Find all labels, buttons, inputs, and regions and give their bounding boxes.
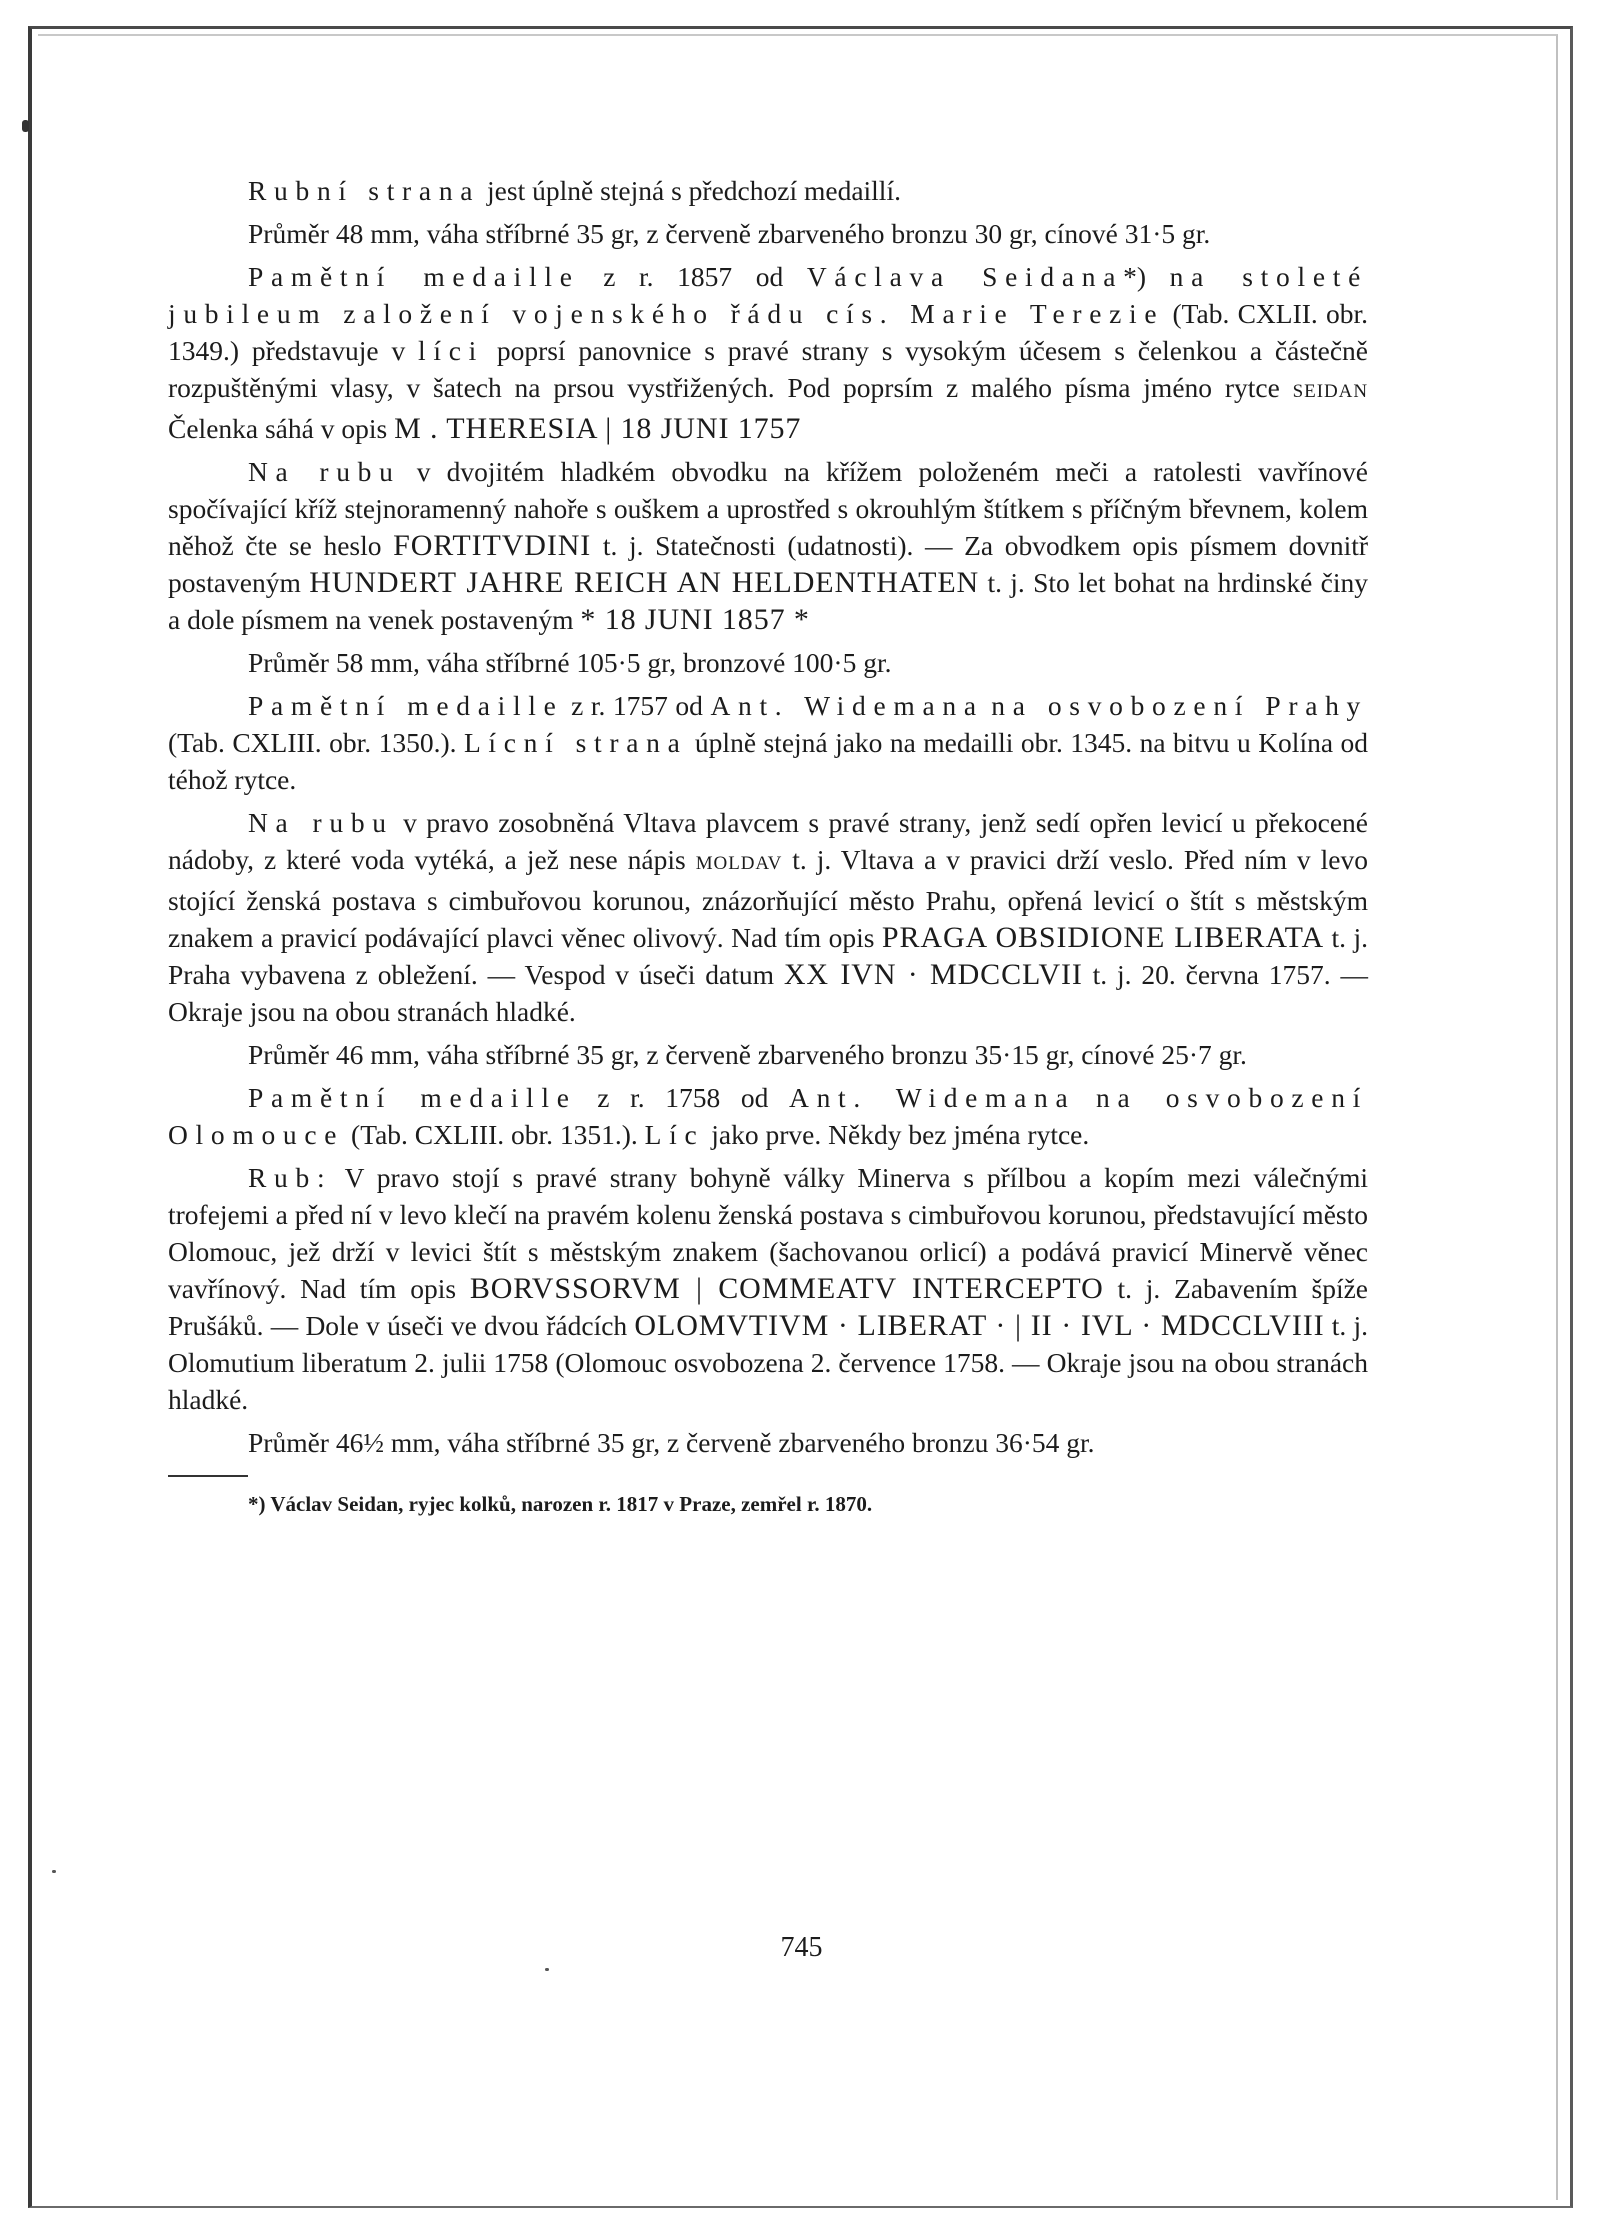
text-sp: Rubní strana: [248, 175, 481, 206]
text-sp: Na rubu: [248, 807, 394, 838]
paragraph: [168, 453, 1368, 638]
text-caps: XX IVN · MDCCLVII: [783, 958, 1083, 991]
text-run: V pravo stojí s pravé strany bohyně války Minerva s přílbou a kopím mezi válečnými trofejemi a před ní v levo klečí na pravém kolenu ženská postava s cimbuřovou korunou, představující město Olomouc, jež drží v levici štít s městským znakem (šachovanou orlicí) a podává pravicí Minervě věnec vavřínový. Nad tím opis: [168, 1162, 1368, 1304]
paragraph: [168, 1079, 1368, 1153]
text-sp: Pamětní medaille: [248, 261, 580, 292]
footnote: *) Václav Seidan, ryjec kolků, narozen r. 1817 v Praze, zemřel r. 1870.: [248, 1492, 873, 1516]
text-run: t. j. 20. června 1757. — Okraje jsou na obou stranách hladké.: [168, 959, 1368, 1027]
text-run: Průměr 46 mm, váha stříbrné 35 gr, z červeně zbarveného bronzu 35·15 gr, cínové 25·7 gr.: [248, 1039, 1247, 1070]
text-caps: BORVSSORVM | COMMEATV INTERCEPTO: [469, 1272, 1104, 1305]
text-run: (Tab. CXLIII. obr. 1351.).: [344, 1119, 645, 1150]
text-run: z r. 1857 od: [579, 261, 807, 292]
text-run: jako prve. Někdy bez jména rytce.: [704, 1119, 1090, 1150]
paragraph: [168, 215, 1368, 252]
text-run: t. j. Statečnosti (udatnosti). — Za obvodkem opis písmem dovnitř postaveným: [168, 530, 1369, 598]
text-run: t. j. Praha vybavena z obležení. — Vespod v úseči datum: [168, 922, 1368, 990]
paragraph: [168, 644, 1368, 681]
text-run: (Tab. CXLIII. obr. 1350.).: [168, 727, 464, 758]
text-sp: Na rubu: [248, 456, 401, 487]
paragraph: [168, 1036, 1368, 1073]
text-sp: na osvobození Prahy: [991, 690, 1369, 721]
text-caps: OLOMVTIVM · LIBERAT · | II · IVL · MDCCLVIII: [634, 1309, 1325, 1342]
speck: [52, 1870, 56, 1873]
text-run: t. j. Olomutium liberatum 2. julii 1758 (Olomouc osvobozena 2. července 1758. — Okraje jsou na obou stranách hladké.: [168, 1310, 1369, 1415]
paragraph: [168, 258, 1368, 447]
text-sp: Lícní strana: [463, 727, 688, 758]
text-caps: M . THERESIA | 18 JUNI 1757: [394, 412, 802, 445]
text-caps: * 18 JUNI 1857 *: [580, 603, 810, 636]
binding-mark: [22, 120, 29, 132]
text-sp: Pamětní medaille: [248, 690, 564, 721]
page-number: 745: [780, 1932, 823, 1963]
text-smcaps: MOLDAV: [695, 853, 783, 874]
text-sp: líci: [418, 335, 484, 366]
text-caps: HUNDERT JAHRE REICH AN HELDENTHATEN: [309, 566, 980, 599]
text-run: z r. 1757 od: [563, 690, 711, 721]
text-run: úplně stejná jako na medailli obr. 1345. na bitvu u Kolína od téhož rytce.: [168, 727, 1368, 795]
text-run: Průměr 58 mm, váha stříbrné 105·5 gr, bronzové 100·5 gr.: [248, 647, 892, 678]
text-run: t. j. Zabavením špíže Prušáků. — Dole v úseči ve dvou řádcích: [168, 1273, 1368, 1341]
text-run: Průměr 46½ mm, váha stříbrné 35 gr, z červeně zbarveného bronzu 36·54 gr.: [248, 1427, 1095, 1458]
footnote-rule: [168, 1475, 248, 1477]
text-run: (Tab. CXLII. obr. 1349.) představuje v: [168, 298, 1368, 366]
text-sp: Pamětní medaille: [248, 1082, 577, 1113]
text-run: z r. 1758 od: [576, 1082, 790, 1113]
text-run: *): [1123, 261, 1170, 292]
text-sp: na stoleté jubileum založení vojenského řádu cís. Marie Terezie: [168, 261, 1368, 329]
text-run: v pravo zosobněná Vltava plavcem s pravé strany, jenž sedí opřen levicí u překocené nádoby, z které voda vytéká, a jež nese nápis: [168, 807, 1368, 875]
text-run: [1075, 1082, 1096, 1113]
text-sp: Rub:: [248, 1162, 333, 1193]
text-run: t. j. Vltava a v pravici drží veslo. Před ním v levo stojící ženská postava s cimbuřovou korunou, znázorňující město Prahu, opřená levicí o štít s městským znakem a pravicí podávající plavci věnec olivový. Nad tím opis: [168, 844, 1368, 953]
text-run: v dvojitém hladkém obvodku na křížem položeném meči a ratolesti vavřínové spočívající kříž stejnoramenný nahoře s ouškem a uprostřed s okrouhlým štítkem s příčným břevnem, kolem něhož čte se heslo: [168, 456, 1368, 561]
text-run: jest úplně stejná s předchozí medaillí.: [480, 175, 901, 206]
paragraph: [168, 1424, 1368, 1461]
text-run: poprsí panovnice s pravé strany s vysokým účesem s čelenkou a částečně rozpuštěnými vlasy, v šatech na prsou vystřižených. Pod poprsím z malého písma jméno rytce: [168, 335, 1368, 403]
text-run: t. j. Sto let bohat na hrdinské činy a dole písmem na venek postaveným: [168, 567, 1368, 635]
paragraph: [168, 172, 1368, 209]
text-sp: Václava Seidana: [806, 261, 1124, 292]
text-sp: Ant. Widemana: [710, 690, 984, 721]
page-body: [168, 172, 1368, 1519]
text-caps: FORTITVDINI: [393, 529, 592, 562]
text-caps: PRAGA OBSIDIONE LIBERATA: [881, 921, 1325, 954]
paragraph: [168, 1159, 1368, 1418]
text-smcaps: SEIDAN: [1292, 381, 1368, 402]
speck: [545, 1968, 549, 1971]
text-run: Čelenka sáhá v opis: [168, 413, 395, 444]
text-sp: na osvobození Olomouce: [168, 1082, 1368, 1150]
text-run: Průměr 48 mm, váha stříbrné 35 gr, z červeně zbarveného bronzu 30 gr, cínové 31·5 gr.: [248, 218, 1211, 249]
text-sp: Ant. Widemana: [789, 1082, 1076, 1113]
text-sp: Líc: [644, 1119, 705, 1150]
paragraph: [168, 804, 1368, 1030]
paragraph: [168, 687, 1368, 798]
